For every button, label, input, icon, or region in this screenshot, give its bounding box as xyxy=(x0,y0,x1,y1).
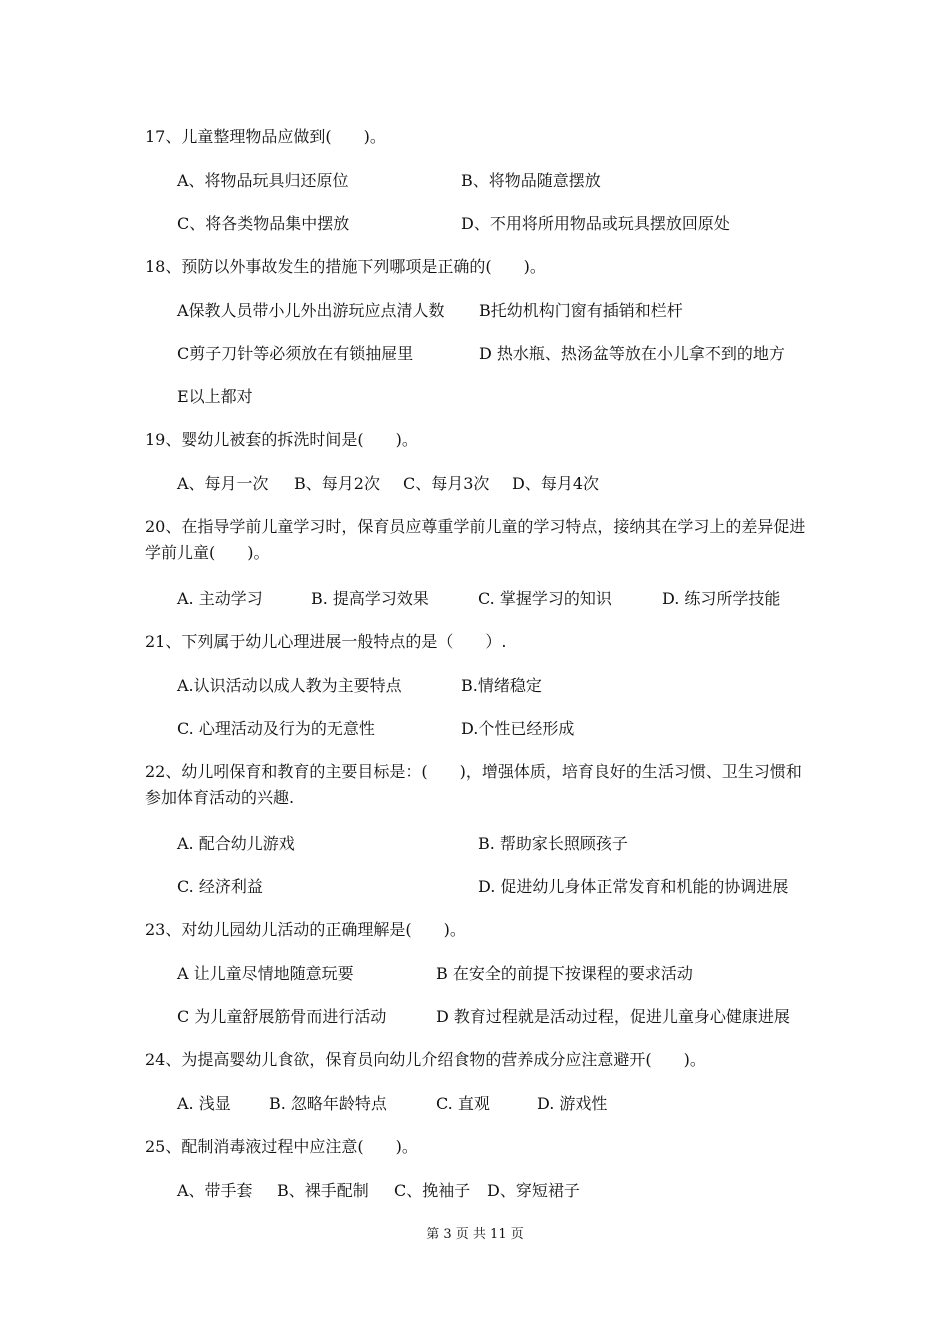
question-19-stem: 19、婴幼儿被套的拆洗时间是( )。 xyxy=(145,430,418,449)
question-17-stem: 17、儿童整理物品应做到( )。 xyxy=(145,127,386,146)
question-21-option-a: A.认识活动以成人教为主要特点 xyxy=(177,676,402,695)
question-23-option-d: D 教育过程就是活动过程，促进儿童身心健康进展 xyxy=(436,1007,790,1026)
page-footer: 第 3 页 共 11 页 xyxy=(426,1227,524,1242)
question-23-option-a: A 让儿童尽情地随意玩要 xyxy=(177,964,354,983)
question-22-option-d: D. 促进幼儿身体正常发育和机能的协调进展 xyxy=(478,877,789,896)
question-18-option-b: B托幼机构门窗有插销和栏杆 xyxy=(479,301,683,320)
question-18-option-a: A保教人员带小儿外出游玩应点清人数 xyxy=(177,301,445,320)
question-24-option-b: B. 忽略年龄特点 xyxy=(269,1094,387,1113)
question-24-option-c: C. 直观 xyxy=(436,1094,490,1113)
question-19-option-b: B、每月2次 xyxy=(294,474,380,493)
question-17-option-a: A、将物品玩具归还原位 xyxy=(177,171,349,190)
question-25-option-d: D、穿短裙子 xyxy=(487,1181,580,1200)
question-22-option-a: A. 配合幼儿游戏 xyxy=(177,834,295,853)
question-21-option-b: B.情绪稳定 xyxy=(461,676,542,695)
question-23-option-b: B 在安全的前提下按课程的要求活动 xyxy=(436,964,693,983)
question-21-stem: 21、下列属于幼儿心理进展一般特点的是（ ）. xyxy=(145,632,507,651)
question-25-option-b: B、裸手配制 xyxy=(277,1181,369,1200)
question-23-stem: 23、对幼儿园幼儿活动的正确理解是( )。 xyxy=(145,920,466,939)
question-22-stem: 22、幼儿吲保育和教育的主要目标是：( )，增强体质，培育良好的生活习惯、卫生习惯和参加体育活动的兴趣. xyxy=(145,762,802,807)
question-24-option-d: D. 游戏性 xyxy=(537,1094,608,1113)
question-19-option-a: A、每月一次 xyxy=(177,474,269,493)
question-19-option-d: D、每月4次 xyxy=(512,474,600,493)
question-18-option-d: D 热水瓶、热汤盆等放在小儿拿不到的地方 xyxy=(479,344,785,363)
question-22-option-b: B. 帮助家长照顾孩子 xyxy=(478,834,628,853)
question-17-option-d: D、不用将所用物品或玩具摆放回原处 xyxy=(461,214,730,233)
question-17-option-b: B、将物品随意摆放 xyxy=(461,171,601,190)
question-19-option-c: C、每月3次 xyxy=(403,474,490,493)
question-24-stem: 24、为提高婴幼儿食欲，保育员向幼儿介绍食物的营养成分应注意避开( )。 xyxy=(145,1050,706,1069)
question-18-stem: 18、预防以外事故发生的措施下列哪项是正确的( )。 xyxy=(145,257,546,276)
question-22-option-c: C. 经济利益 xyxy=(177,877,263,896)
question-20-stem: 20、在指导学前儿童学习时，保育员应尊重学前儿童的学习特点，接纳其在学习上的差异促进学前儿童( )。 xyxy=(145,517,806,562)
question-24-option-a: A. 浅显 xyxy=(177,1094,231,1113)
question-20-option-d: D. 练习所学技能 xyxy=(662,589,781,608)
question-25-stem: 25、配制消毒液过程中应注意( )。 xyxy=(145,1137,418,1156)
question-20-option-b: B. 提高学习效果 xyxy=(311,589,429,608)
question-17-option-c: C、将各类物品集中摆放 xyxy=(177,214,350,233)
question-20-option-a: A. 主动学习 xyxy=(177,589,263,608)
question-23-option-c: C 为儿童舒展筋骨而进行活动 xyxy=(177,1007,387,1026)
question-20-option-c: C. 掌握学习的知识 xyxy=(478,589,612,608)
question-18-option-c: C剪子刀针等必须放在有锁抽屉里 xyxy=(177,344,414,363)
question-21-option-c: C. 心理活动及行为的无意性 xyxy=(177,719,375,738)
question-25-option-c: C、挽袖子 xyxy=(394,1181,471,1200)
question-25-option-a: A、带手套 xyxy=(177,1181,253,1200)
question-21-option-d: D.个性已经形成 xyxy=(461,719,575,738)
question-18-option-e: E以上都对 xyxy=(177,387,253,406)
